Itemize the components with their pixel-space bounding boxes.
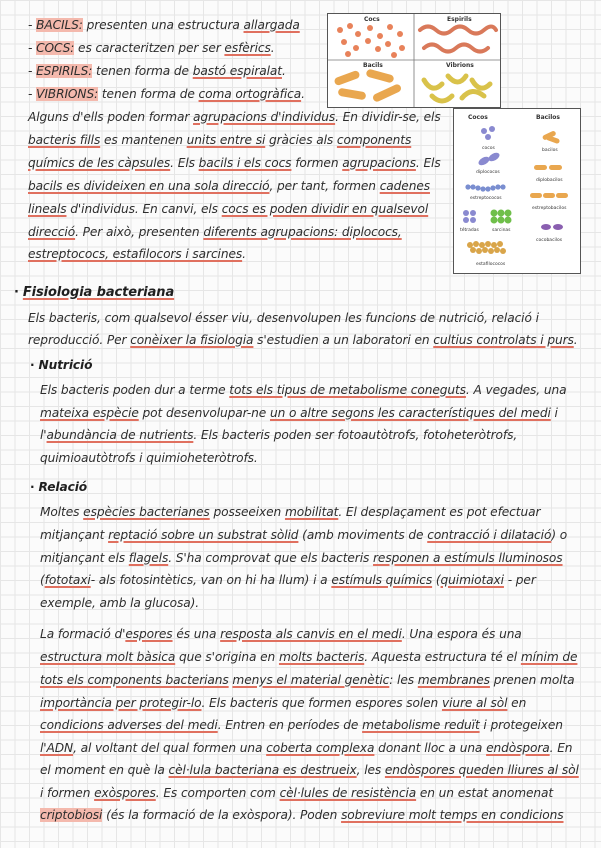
relacio-heading: · Relació (30, 480, 88, 494)
espores-line-6: l'ADN, al voltant del qual formen una coberta complexa donant lloc a una endòspora. En (40, 741, 573, 755)
relacio-line-4: (fototaxi- als fotosintètics, van on hi ha llum) i a estímuls químics (quimiotaxi - per (40, 573, 536, 587)
fig1-label-vibrions: Vibrions (446, 62, 474, 69)
nutricio-heading: · Nutrició (30, 358, 93, 372)
fig1-label-bacils: Bacils (363, 62, 383, 69)
type-espirils: - ESPIRILS: tenen forma de bastó espiralat. (28, 64, 286, 78)
relacio-line-3: mitjançant els flagels. S'ha comprovat que els bacteris responen a estímuls lluminosos (40, 551, 563, 565)
cocs-dots-icon (337, 23, 405, 58)
nutricio-line-3: l'abundància de nutrients. Els bacteris poden ser fotoautòtrofs, fotoheteròtrofs, (40, 428, 518, 442)
sarcinas-icon (491, 210, 512, 224)
bacteria-shapes-figure (327, 13, 501, 108)
bacteria-shapes-image (328, 14, 500, 107)
relacio-line-5: exemple, amb la glucosa). (40, 596, 200, 610)
svg-text:sarcinas: sarcinas (492, 228, 511, 233)
vibrions-commas-icon (424, 76, 490, 101)
estafilococos-icon (467, 241, 506, 254)
estreptococos-icon (465, 184, 505, 191)
term-bacils: BACILS: (36, 18, 83, 32)
relacio-line-2: mitjançant reptació sobre un substrat sòlid (amb moviments de contracció i dilatació) o (40, 528, 568, 542)
cocobacilos-icon (541, 224, 563, 230)
espores-line-2: estructura molt bàsica que s'origina en molts bacteris. Aquesta estructura té el mínim de (40, 650, 578, 664)
type-cocs: - COCS: es caracteritzen per ser esfèrics. (28, 41, 275, 55)
svg-text:diplococos: diplococos (476, 170, 500, 175)
svg-text:estreptobacilos: estreptobacilos (532, 206, 567, 211)
tetradas-icon (463, 210, 476, 223)
intro-line-4: bacils es divideixen en una sola direcció, per tant, formen cadenes (28, 179, 430, 193)
fisiologia-heading: · Fisiologia bacteriana (14, 285, 175, 300)
svg-text:estafilococos: estafilococos (476, 262, 506, 267)
espores-line-5: condicions adverses del medi. Entren en períodes de metabolisme reduït i protegeixen (40, 718, 563, 732)
intro-line-7: estreptococs, estafilocors i sarcines. (28, 247, 246, 261)
intro-line-5: lineals d'individus. En canvi, els cocs es poden dividir en qualsevol (28, 202, 429, 216)
fig2-title-bacilos: Bacilos (536, 114, 560, 121)
bacteria-groupings-figure (453, 108, 581, 274)
espores-line-8: i formen exòspores. Es comporten com cèl·lules de resistència en un estat anomenat (40, 786, 554, 800)
espores-line-9: criptobiosi (és la formació de la exòspora). Poden sobreviure molt temps en condicions (40, 808, 564, 822)
relacio-line-1: Moltes espècies bacterianes posseeixen mobilitat. El desplaçament es pot efectuar (40, 505, 541, 519)
cocos-icon (481, 126, 495, 140)
intro-line-1: Alguns d'ells poden formar agrupacions d'individus. En dividir-se, els (28, 110, 441, 124)
diplococos-icon (477, 151, 501, 167)
svg-text:diplobacilos: diplobacilos (536, 178, 563, 183)
fisiologia-line-2: reproducció. Per conèixer la fisiologia s'estudien a un laboratori en cultius controlats i purs. (28, 333, 578, 347)
bacils-rods-icon (333, 69, 402, 103)
type-vibrions: - VIBRIONS: tenen forma de coma ortogràfica. (28, 87, 305, 101)
svg-text:estreptococos: estreptococos (470, 196, 502, 201)
svg-text:bacilos: bacilos (542, 148, 558, 153)
fig1-label-cocs: Cocs (364, 16, 380, 23)
fig1-label-espirils: Espirils (447, 16, 472, 23)
bacilos-icon (542, 130, 560, 144)
bacteria-groupings-image (454, 109, 580, 273)
espores-line-1: La formació d'espores és una resposta als canvis en el medi. Una espora és una (40, 627, 522, 641)
espores-line-7: el moment en què la cèl·lula bacteriana es destrueix, les endòspores queden lliures al sòl (40, 763, 579, 777)
espores-line-3: tots els components bacterians menys el material genètic: les membranes prenen molta (40, 673, 575, 687)
type-bacils: - BACILS: presenten una estructura allargada (28, 18, 300, 32)
nutricio-line-2: mateixa espècie pot desenvolupar-ne un o altre segons les característiques del medi i (40, 406, 558, 420)
intro-line-3: químics de les càpsules. Els bacils i els cocs formen agrupacions. Els (28, 156, 441, 170)
nutricio-line-4: quimioautòtrofs i quimioheteròtrofs. (40, 451, 258, 465)
term-vibrions: VIBRIONS: (36, 87, 99, 101)
diplobacilos-icon (534, 165, 562, 170)
intro-line-2: bacteris fills es mantenen units entre si gràcies als components (28, 133, 412, 147)
nutricio-line-1: Els bacteris poden dur a terme tots els tipus de metabolisme coneguts. A vegades, una (40, 383, 567, 397)
fig2-title-cocos: Cocos (468, 114, 488, 121)
fisiologia-line-1: Els bacteris, com qualsevol ésser viu, desenvolupen les funcions de nutrició, relació i (28, 311, 539, 325)
term-espirils: ESPIRILS: (36, 64, 93, 78)
intro-line-6: direcció. Per això, presenten diferents agrupacions: diplococs, (28, 225, 402, 239)
estreptobacilos-icon (530, 193, 568, 198)
term-cocs: COCS: (36, 41, 75, 55)
svg-text:tétradas: tétradas (460, 228, 479, 233)
espores-line-4: importància per protegir-lo. Els bacteris que formen espores solen viure al sòl en (40, 696, 527, 710)
svg-text:cocos: cocos (482, 146, 495, 151)
svg-text:cocobacilos: cocobacilos (536, 238, 563, 243)
espirils-shapes-icon (420, 27, 496, 52)
